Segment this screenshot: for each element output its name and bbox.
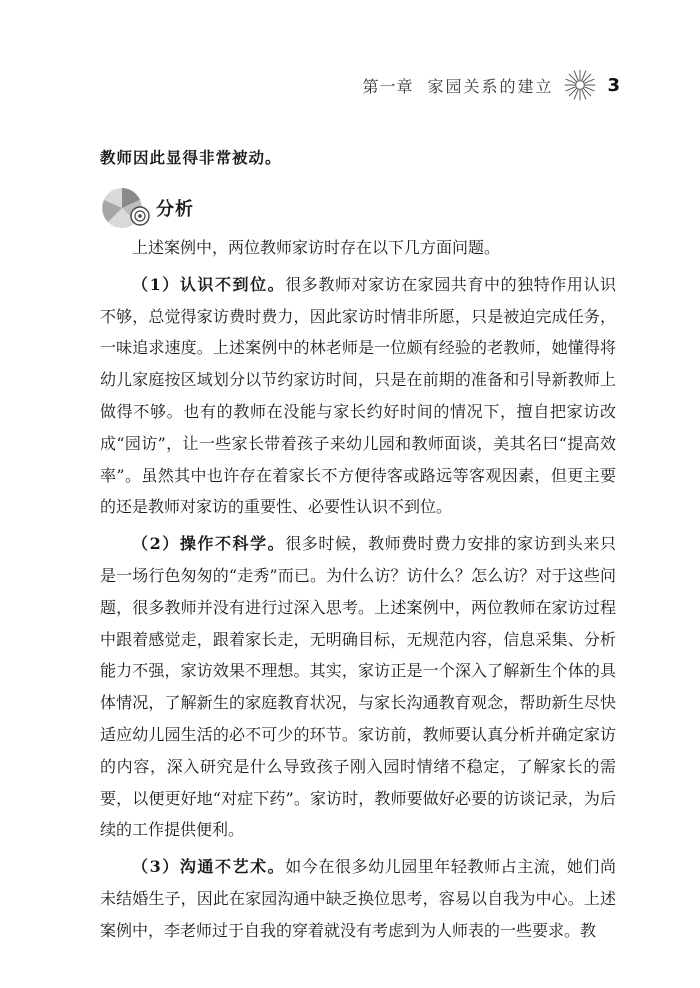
carryover-text: 教师因此显得非常被动。 bbox=[100, 148, 282, 167]
page-number: 3 bbox=[607, 74, 620, 96]
paragraph bbox=[100, 851, 616, 946]
paragraph-text: 如今在很多幼儿园里年轻教师占主流，她们尚未结婚生子，因此在家园沟通中缺乏换位思考，容易以自我为中心。上述案例中，李老师过于自我的穿着就没有考虑到为人师表的一些要求。教 bbox=[100, 857, 616, 940]
running-header bbox=[362, 68, 620, 102]
paragraph bbox=[100, 528, 616, 846]
section-heading bbox=[100, 186, 194, 230]
paragraph-text: 上述案例中，两位教师家访时存在以下几方面问题。 bbox=[132, 238, 501, 257]
chapter-title: 家园关系的建立 bbox=[427, 76, 554, 96]
item-heading: （2）操作不科学。 bbox=[132, 534, 286, 554]
paragraph-text: 很多时候，教师费时费力安排的家访到头来只是一场行色匆匆的“走秀”而已。为什么访？访什么？怎么访？对于这些问题，很多教师并没有进行过深入思考。上述案例中，两位教师在家访过程中跟着感觉走，跟着家长走，无明确目标，无规范内容，信息采集、分析能力不强，家访效果不理想。其实，家访正是一个深入了解新生个体的具体情况，了解新生的家庭教育状况，与家长沟通教育观念，帮助新生尽快适应幼儿园生活的必不可少的环节。家访前，教师要认真分析并确定家访的内容，深入研究是什么导致孩子刚入园时情绪不稳定，了解家长的需要，以便更好地“对症下药”。家访时，教师要做好必要的访谈记录，为后续的工作提供便利。 bbox=[100, 534, 616, 840]
chapter-label: 第一章 bbox=[362, 76, 414, 96]
section-title: 分析 bbox=[156, 199, 194, 220]
body-text bbox=[100, 232, 616, 947]
sunburst-icon bbox=[563, 68, 597, 102]
item-heading: （3）沟通不艺术。 bbox=[132, 857, 286, 877]
paragraph-text: 很多教师对家访在家园共育中的独特作用认识不够，总觉得家访费时费力，因此家访时情非所愿，只是被迫完成任务，一味追求速度。上述案例中的林老师是一位颇有经验的老教师，她懂得将幼儿家庭按区域划分以节约家访时间，只是在前期的准备和引导新教师上做得不够。也有的教师在没能与家长约好时间的情况下，擅自把家访改成“园访”，让一些家长带着孩子来幼儿园和教师面谈，美其名曰“提高效率”。虽然其中也许存在着家长不方便待客或路远等客观因素，但更主要的还是教师对家访的重要性、必要性认识不到位。 bbox=[100, 274, 616, 517]
paragraph bbox=[100, 232, 616, 264]
analysis-emblem-icon bbox=[100, 186, 152, 230]
item-heading: （1）认识不到位。 bbox=[132, 274, 286, 294]
paragraph bbox=[100, 269, 616, 523]
